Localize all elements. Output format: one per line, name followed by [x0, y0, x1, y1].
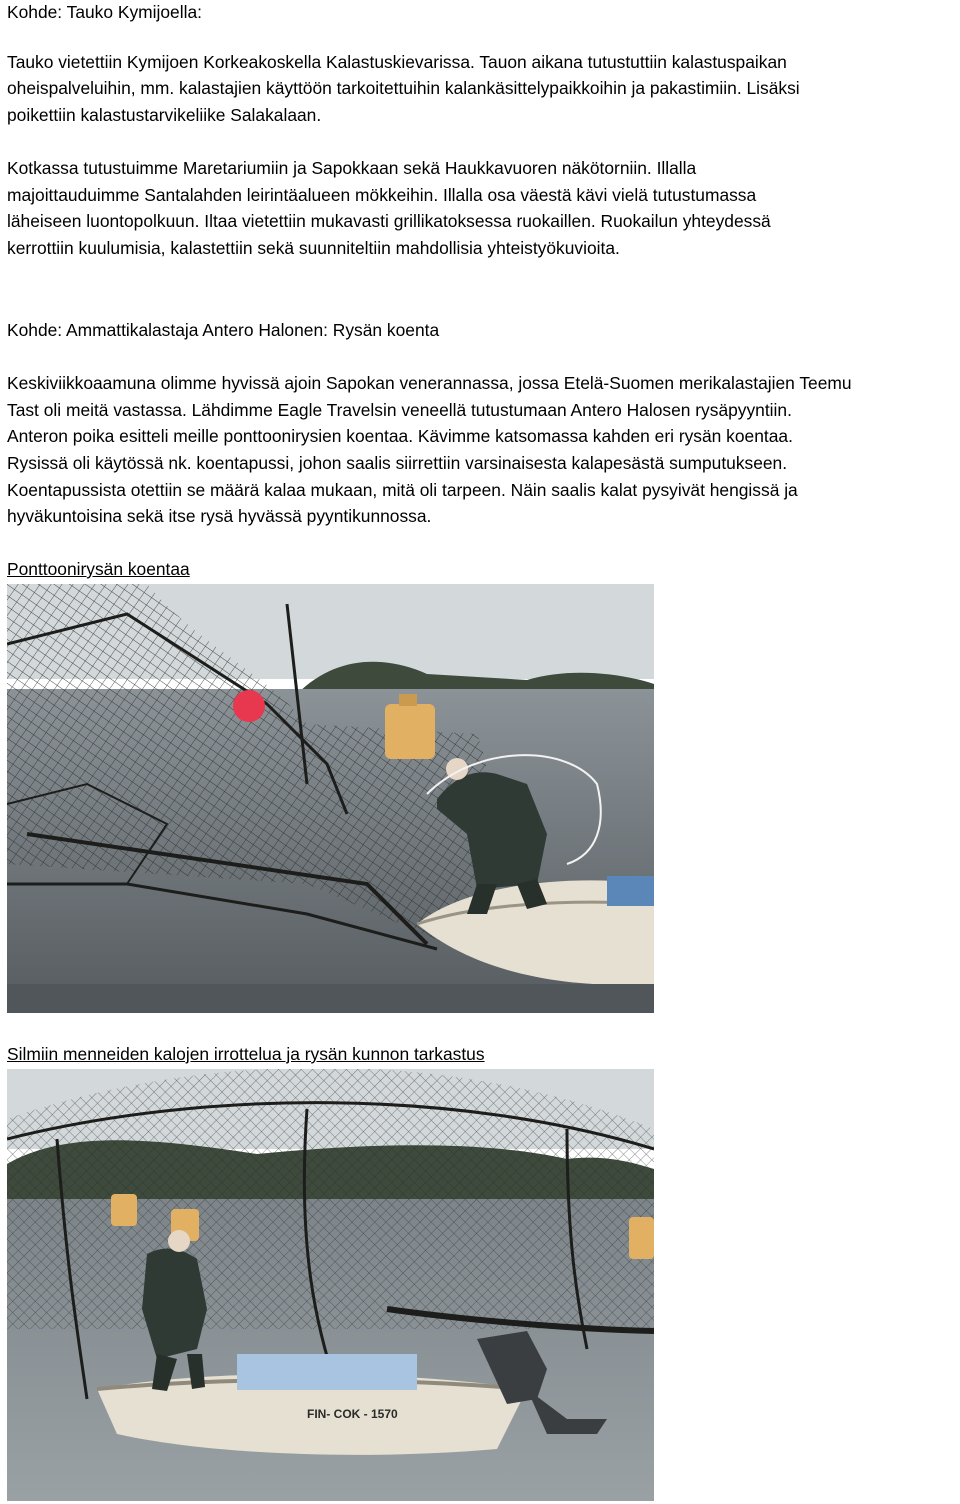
paragraph-line: Rysissä oli käytössä nk. koentapussi, johon saalis siirrettiin varsinaisesta kalapesästä sumputukseen. — [7, 453, 788, 473]
paragraph-line: Tast oli meitä vastassa. Lähdimme Eagle Travelsin veneellä tutustumaan Antero Halosen rysäpyyntiin. — [7, 400, 792, 420]
paragraph-line: oheispalveluihin, mm. kalastajien käyttöön tarkoitettuihin kalankäsittelypaikkoihin ja pakastimiin. Lisäksi — [7, 78, 800, 98]
paragraph-line: majoittauduimme Santalahden leirintäalueen mökkeihin. Illalla osa väestä kävi vielä tutustumassa — [7, 185, 757, 205]
paragraph-line: poikettiin kalastustarvikeliike Salakalaan. — [7, 105, 322, 125]
paragraph-line: Tauko vietettiin Kymijoen Korkeakoskella Kalastuskievarissa. Tauon aikana tutustuttiin kalastuspaikan — [7, 52, 787, 72]
paragraph-line: hyväkuntoisina sekä itse rysä hyvässä pyyntikunnossa. — [7, 506, 432, 526]
photo-trap-inspection — [7, 1069, 654, 1501]
section-heading-fishing: Kohde: Ammattikalastaja Antero Halonen: Rysän koenta — [7, 320, 440, 340]
photo-caption-2: Silmiin menneiden kalojen irrottelua ja rysän kunnon tarkastus — [7, 1044, 485, 1064]
boat-registration-text: FIN- COK - 1570 — [307, 1407, 398, 1421]
paragraph-line: Anteron poika esitteli meille ponttoonirysien koentaa. Kävimme katsomassa kahden eri rysän koentaa. — [7, 426, 793, 446]
paragraph-line: Koentapussista otettiin se määrä kalaa mukaan, mitä oli tarpeen. Näin saalis kalat pysyivät hengissä ja — [7, 480, 798, 500]
photo-pontoon-trap — [7, 584, 654, 1013]
paragraph-line: Keskiviikkoaamuna olimme hyvissä ajoin Sapokan venerannassa, jossa Etelä-Suomen merikalastajien Teemu — [7, 373, 852, 393]
paragraph-line: Kotkassa tutustuimme Maretariumiin ja Sapokkaan sekä Haukkavuoren näkötorniin. Illalla — [7, 158, 697, 178]
photo-trap-inspection-image — [7, 1069, 654, 1501]
paragraph-line: kerrottiin kuulumisia, kalastettiin sekä suunniteltiin mahdollisia yhteistyökuvioita. — [7, 238, 620, 258]
photo-caption-1: Ponttoonirysän koentaa — [7, 559, 190, 579]
section-heading-break: Kohde: Tauko Kymijoella: — [7, 2, 202, 22]
photo-pontoon-trap-image — [7, 584, 654, 1013]
paragraph-line: läheiseen luontopolkuun. Iltaa vietettiin mukavasti grillikatoksessa ruokaillen. Ruokailun yhteydessä — [7, 211, 771, 231]
